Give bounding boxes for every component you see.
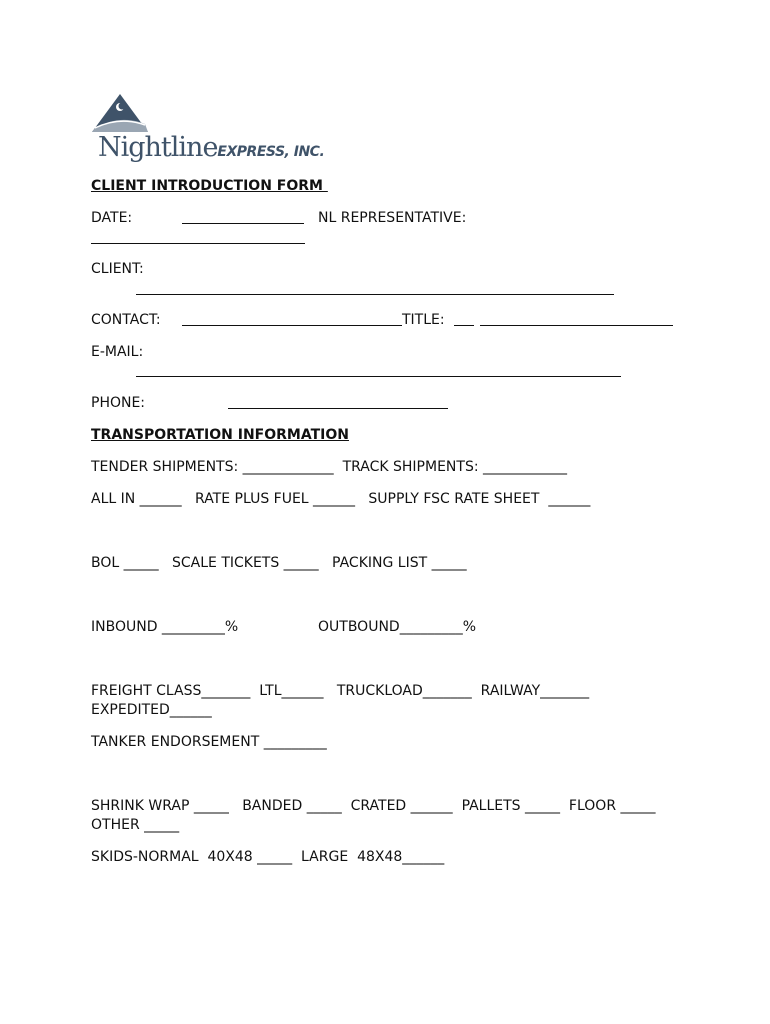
phone-field[interactable]	[228, 395, 448, 409]
freight-line: FREIGHT CLASS_______ LTL______ TRUCKLOAD_______ RAILWAY_______	[91, 683, 590, 699]
title-field[interactable]	[480, 312, 673, 326]
contact-field[interactable]	[182, 312, 402, 326]
other-line: OTHER _____	[91, 817, 180, 833]
tender-track-line: TENDER SHIPMENTS: _____________ TRACK SHIPMENTS: ____________	[91, 459, 567, 475]
tanker-line: TANKER ENDORSEMENT _________	[91, 734, 327, 750]
date-label: DATE:	[91, 210, 133, 226]
packaging-line: SHRINK WRAP _____ BANDED _____ CRATED ______ PALLETS _____ FLOOR _____	[91, 798, 656, 814]
logo-name: Nightline	[98, 132, 218, 163]
nl-rep-label: NL REPRESENTATIVE:	[318, 210, 467, 226]
phone-label: PHONE:	[91, 395, 146, 411]
title-label: TITLE:	[402, 312, 445, 328]
company-logo	[90, 94, 325, 164]
contact-label: CONTACT:	[91, 312, 161, 328]
logo-suffix: EXPRESS, INC.	[217, 144, 325, 160]
client-field[interactable]	[136, 281, 614, 295]
expedited-line: EXPEDITED______	[91, 702, 212, 718]
email-field[interactable]	[136, 363, 621, 377]
title-field-short[interactable]	[454, 312, 474, 326]
docs-line: BOL _____ SCALE TICKETS _____ PACKING LIST _____	[91, 555, 467, 571]
client-label: CLIENT:	[91, 261, 144, 277]
rates-line: ALL IN ______ RATE PLUS FUEL ______ SUPPLY FSC RATE SHEET ______	[91, 491, 591, 507]
inbound-line: INBOUND _________%	[91, 619, 239, 635]
skids-line: SKIDS-NORMAL 40X48 _____ LARGE 48X48______	[91, 849, 445, 865]
section-title: TRANSPORTATION INFORMATION	[91, 427, 349, 443]
email-label: E-MAIL:	[91, 344, 144, 360]
date-field[interactable]	[182, 210, 304, 224]
outbound-line: OUTBOUND_________%	[318, 619, 476, 635]
logo-wordmark	[98, 132, 324, 163]
nl-rep-field[interactable]	[91, 230, 305, 244]
form-title: CLIENT INTRODUCTION FORM	[91, 178, 328, 194]
